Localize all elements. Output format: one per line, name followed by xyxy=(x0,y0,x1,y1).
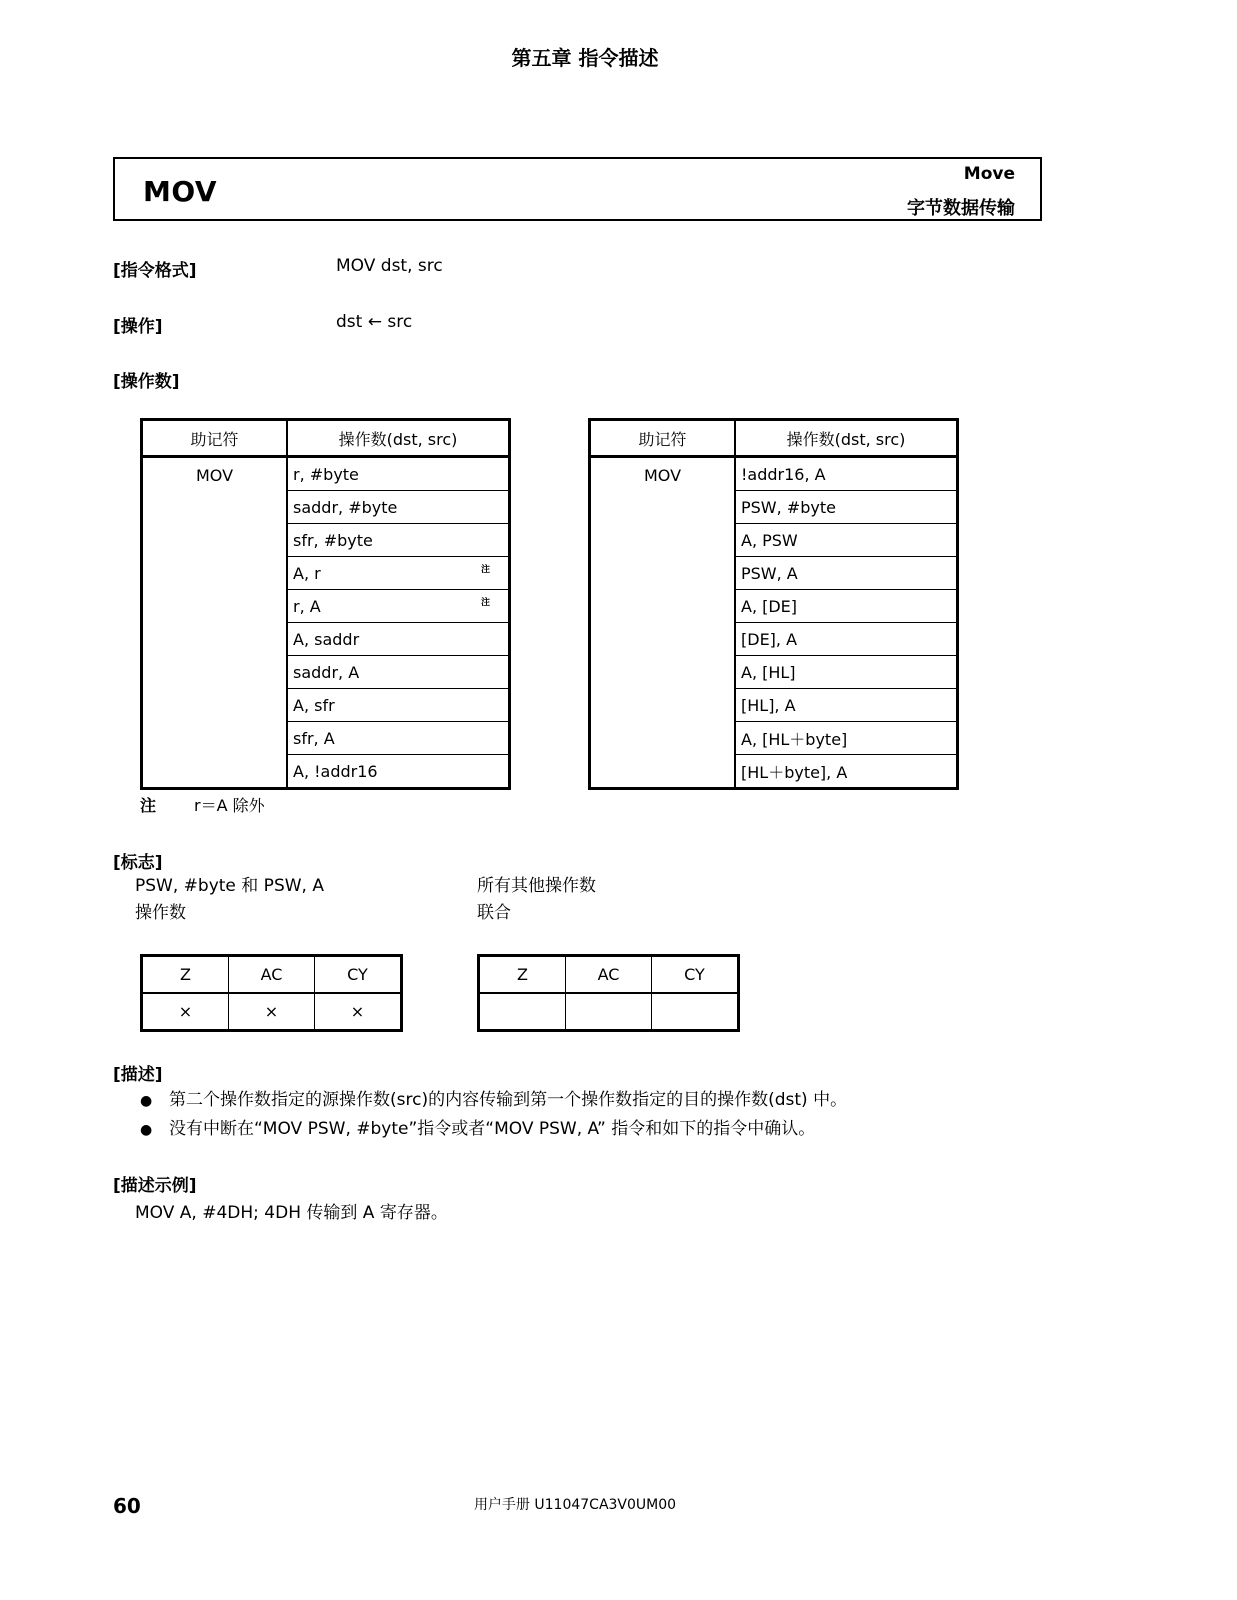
bullet-icon: ● xyxy=(140,1093,153,1109)
flag-header-cy: CY xyxy=(315,956,402,994)
mnemonic-cell: MOV xyxy=(590,457,736,789)
format-label: [指令格式] xyxy=(113,261,197,281)
list-item: ● 没有中断在“MOV PSW, #byte”指令或者“MOV PSW, A” 指令和如下的指令中确认。 xyxy=(140,1119,816,1139)
operation-value: dst ← src xyxy=(336,312,413,332)
table-note xyxy=(140,793,265,816)
flag-header-cy: CY xyxy=(652,956,739,994)
note-marker: 注 xyxy=(480,565,490,575)
operand-cell: [HL＋byte], A xyxy=(735,755,958,789)
operand-cell: PSW, #byte xyxy=(735,491,958,524)
flags-left-caption: PSW, #byte 和 PSW, A 操作数 xyxy=(135,876,324,923)
operand-cell: [HL], A xyxy=(735,689,958,722)
note-text: r＝A 除外 xyxy=(194,796,265,815)
flag-header-z: Z xyxy=(479,956,566,994)
column-header-mnemonic: 助记符 xyxy=(142,420,288,457)
operand-cell: A, !addr16 xyxy=(287,755,510,789)
flag-header-z: Z xyxy=(142,956,229,994)
operand-cell: A, saddr xyxy=(287,623,510,656)
flags-right-caption: 所有其他操作数 联合 xyxy=(477,876,596,923)
operand-table-right xyxy=(588,418,959,790)
flag-header-ac: AC xyxy=(229,956,315,994)
format-value: MOV dst, src xyxy=(336,256,443,276)
column-header-operands: 操作数(dst, src) xyxy=(287,420,510,457)
flag-header-ac: AC xyxy=(566,956,652,994)
column-header-mnemonic: 助记符 xyxy=(590,420,736,457)
chapter-title: 第五章 指令描述 xyxy=(511,46,659,70)
operands-label: [操作数] xyxy=(113,372,180,392)
operand-table-left xyxy=(140,418,511,790)
column-header-operands: 操作数(dst, src) xyxy=(735,420,958,457)
operand-cell: saddr, A xyxy=(287,656,510,689)
flag-value-cy xyxy=(652,993,739,1031)
description-list xyxy=(140,1085,847,1143)
flag-value-ac xyxy=(566,993,652,1031)
operand-cell: r, A 注 xyxy=(287,590,510,623)
operand-cell: sfr, #byte xyxy=(287,524,510,557)
page-number: 60 xyxy=(113,1494,141,1518)
manual-id: 用户手册 U11047CA3V0UM00 xyxy=(473,1497,677,1513)
operand-cell: !addr16, A xyxy=(735,457,958,491)
example-text: MOV A, #4DH; 4DH 传输到 A 寄存器。 xyxy=(135,1203,448,1223)
operand-cell: A, [HL＋byte] xyxy=(735,722,958,755)
flags-table-right xyxy=(477,954,740,1032)
instruction-english-name: Move xyxy=(963,164,1015,184)
flag-value-z xyxy=(479,993,566,1031)
operand-cell: saddr, #byte xyxy=(287,491,510,524)
example-label: [描述示例] xyxy=(113,1176,197,1196)
flag-value-ac: × xyxy=(229,993,315,1031)
list-item: ● 第二个操作数指定的源操作数(src)的内容传输到第一个操作数指定的目的操作数(dst) 中。 xyxy=(140,1090,848,1110)
note-label: 注 xyxy=(140,796,157,815)
mnemonic-cell: MOV xyxy=(142,457,288,789)
flag-value-z: × xyxy=(142,993,229,1031)
operand-cell: A, [HL] xyxy=(735,656,958,689)
flag-value-cy: × xyxy=(315,993,402,1031)
flags-label: [标志] xyxy=(113,853,163,873)
operand-cell: A, r 注 xyxy=(287,557,510,590)
operand-cell: sfr, A xyxy=(287,722,510,755)
operand-cell: [DE], A xyxy=(735,623,958,656)
note-marker: 注 xyxy=(480,598,490,608)
instruction-title-box xyxy=(113,157,1042,221)
operand-cell: A, sfr xyxy=(287,689,510,722)
operand-cell: A, [DE] xyxy=(735,590,958,623)
flags-table-left xyxy=(140,954,403,1032)
operation-label: [操作] xyxy=(113,317,163,337)
instruction-mnemonic: MOV xyxy=(143,175,218,208)
operand-cell: r, #byte xyxy=(287,457,510,491)
instruction-chinese-name: 字节数据传输 xyxy=(907,198,1015,219)
operand-cell: A, PSW xyxy=(735,524,958,557)
description-label: [描述] xyxy=(113,1065,163,1085)
bullet-icon: ● xyxy=(140,1122,153,1138)
operand-cell: PSW, A xyxy=(735,557,958,590)
